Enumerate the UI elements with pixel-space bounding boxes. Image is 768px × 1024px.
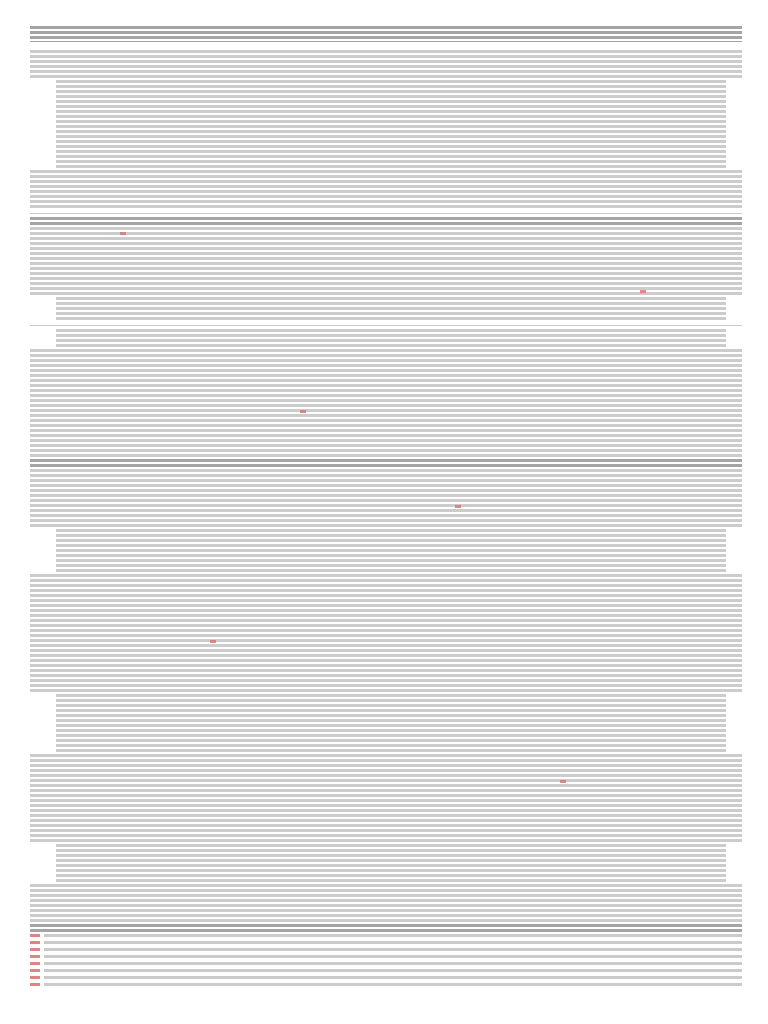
section-heading-block — [30, 217, 742, 227]
reference-item — [30, 953, 742, 959]
reference-item — [30, 974, 742, 980]
reference-item — [30, 932, 742, 938]
reference-rows — [30, 932, 742, 987]
paragraph — [30, 884, 742, 924]
reference-item — [30, 939, 742, 945]
inline-reference-mark — [120, 232, 126, 235]
section-heading — [30, 42, 742, 50]
divider — [30, 213, 742, 214]
document-subtitle — [30, 12, 742, 26]
paragraph — [30, 754, 742, 844]
paragraph — [56, 80, 726, 170]
divider — [30, 325, 742, 326]
inline-reference-mark — [210, 640, 216, 643]
paragraph — [56, 694, 726, 754]
references-heading-block — [30, 924, 742, 932]
paragraph — [30, 349, 742, 459]
paragraph — [30, 469, 742, 529]
reference-item — [30, 967, 742, 973]
paragraph — [56, 529, 726, 574]
inline-reference-mark — [300, 410, 306, 413]
inline-reference-mark — [455, 505, 461, 508]
paragraph — [56, 329, 726, 349]
section-heading-block — [30, 459, 742, 469]
paragraph — [30, 170, 742, 210]
reference-item — [30, 981, 742, 987]
paragraph — [30, 227, 742, 297]
paragraph — [30, 50, 742, 80]
document-title — [30, 4, 742, 12]
header-block — [30, 26, 742, 42]
paragraph — [56, 297, 726, 322]
inline-reference-mark — [640, 290, 646, 293]
reference-item — [30, 960, 742, 966]
inline-reference-mark — [560, 780, 566, 783]
paragraph — [56, 844, 726, 884]
reference-item — [30, 946, 742, 952]
paragraph — [30, 574, 742, 694]
